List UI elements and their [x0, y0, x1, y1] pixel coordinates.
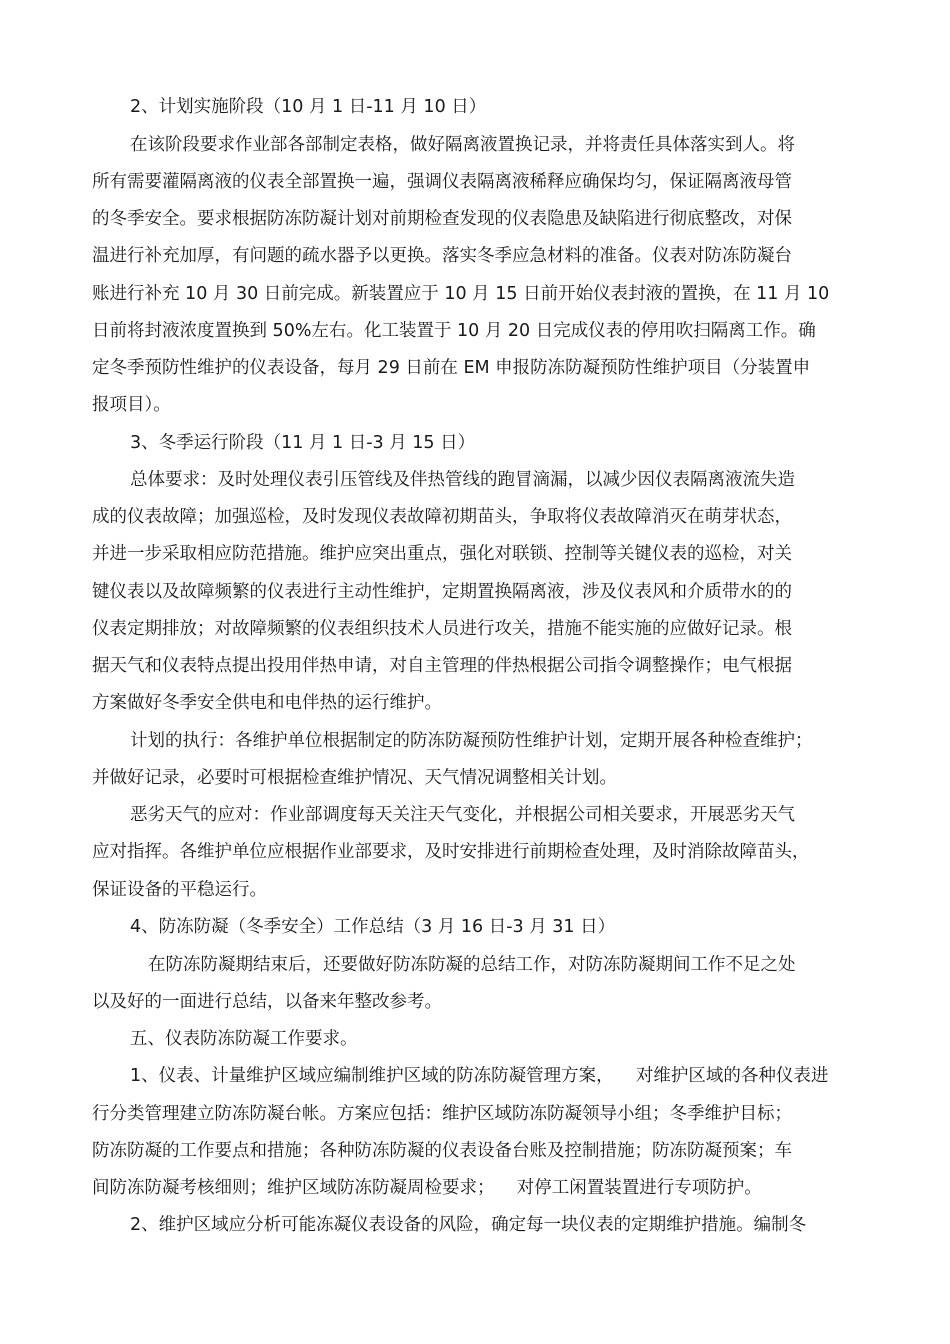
section-heading-summary: 4、防冻防凝（冬季安全）工作总结（3 月 16 日-3 月 31 日） [130, 917, 616, 937]
section-heading-requirements: 五、仪表防冻防凝工作要求。 [130, 1029, 358, 1049]
section-heading-plan-implementation: 2、计划实施阶段（10 月 1 日-11 月 10 日） [130, 97, 487, 117]
paragraph-line: 保证设备的平稳运行。 [92, 880, 267, 900]
paragraph-line: 防冻防凝的工作要点和措施；各种防冻防凝的仪表设备台账及控制措施；防冻防凝预案；车 [92, 1141, 792, 1161]
paragraph-line: 据天气和仪表特点提出投用伴热申请，对自主管理的伴热根据公司指令调整操作；电气根据 [92, 656, 792, 676]
paragraph-line: 温进行补充加厚，有问题的疏水器予以更换。落实冬季应急材料的准备。仪表对防冻防凝台 [92, 246, 792, 266]
paragraph-line: 总体要求：及时处理仪表引压管线及伴热管线的跑冒滴漏，以减少因仪表隔离液流失造 [130, 470, 795, 490]
paragraph-line: 并进一步采取相应防范措施。维护应突出重点，强化对联锁、控制等关键仪表的巡检，对关 [92, 544, 792, 564]
paragraph-line: 日前将封液浓度置换到 50%左右。化工装置于 10 月 20 日完成仪表的停用吹扫隔离工作。确 [92, 321, 816, 341]
paragraph-line: 的冬季安全。要求根据防冻防凝计划对前期检查发现的仪表隐患及缺陷进行彻底整改，对保 [92, 209, 792, 229]
paragraph-line: 仪表定期排放；对故障频繁的仪表组织技术人员进行攻关，措施不能实施的应做好记录。根 [92, 619, 792, 639]
paragraph-line: 2、维护区域应分析可能冻凝仪表设备的风险，确定每一块仪表的定期维护措施。编制冬 [130, 1215, 807, 1235]
paragraph-line: 计划的执行：各维护单位根据制定的防冻防凝预防性维护计划，定期开展各种检查维护； [130, 731, 813, 751]
paragraph-line: 账进行补充 10 月 30 日前完成。新装置应于 10 月 15 日前开始仪表封液的置换，在 11 月 10 [92, 284, 830, 304]
paragraph-line: 在防冻防凝期结束后，还要做好防冻防凝的总结工作，对防冻防凝期间工作不足之处 [148, 955, 796, 975]
paragraph-line: 定冬季预防性维护的仪表设备，每月 29 日前在 EM 申报防冻防凝预防性维护项目（分装置申 [92, 358, 811, 378]
paragraph-line: 间防冻防凝考核细则；维护区域防冻防凝周检要求； 对停工闲置装置进行专项防护。 [92, 1178, 762, 1198]
paragraph-line: 在该阶段要求作业部各部制定表格，做好隔离液置换记录，并将责任具体落实到人。将 [130, 135, 795, 155]
paragraph-line: 所有需要灌隔离液的仪表全部置换一遍，强调仪表隔离液稀释应确保均匀，保证隔离液母管 [92, 172, 792, 192]
section-heading-winter-operation: 3、冬季运行阶段（11 月 1 日-3 月 15 日） [130, 433, 476, 453]
paragraph-line: 并做好记录，必要时可根据检查维护情况、天气情况调整相关计划。 [92, 768, 617, 788]
paragraph-line: 方案做好冬季安全供电和电伴热的运行维护。 [92, 693, 442, 713]
paragraph-line: 应对指挥。各维护单位应根据作业部要求，及时安排进行前期检查处理，及时消除故障苗头， [92, 842, 810, 862]
paragraph-line: 成的仪表故障；加强巡检，及时发现仪表故障初期苗头，争取将仪表故障消灭在萌芽状态， [92, 507, 792, 527]
paragraph-line: 以及好的一面进行总结，以备来年整改参考。 [92, 992, 442, 1012]
paragraph-line: 键仪表以及故障频繁的仪表进行主动性维护，定期置换隔离液，涉及仪表风和介质带水的的 [92, 582, 792, 602]
paragraph-line: 报项目）。 [92, 395, 171, 415]
paragraph-line: 1、仪表、计量维护区域应编制维护区域的防冻防凝管理方案， 对维护区域的各种仪表进 [130, 1066, 829, 1086]
paragraph-line: 恶劣天气的应对：作业部调度每天关注天气变化，并根据公司相关要求，开展恶劣天气 [130, 805, 795, 825]
paragraph-line: 行分类管理建立防冻防凝台帐。方案应包括：维护区域防冻防凝领导小组；冬季维护目标； [92, 1104, 792, 1124]
